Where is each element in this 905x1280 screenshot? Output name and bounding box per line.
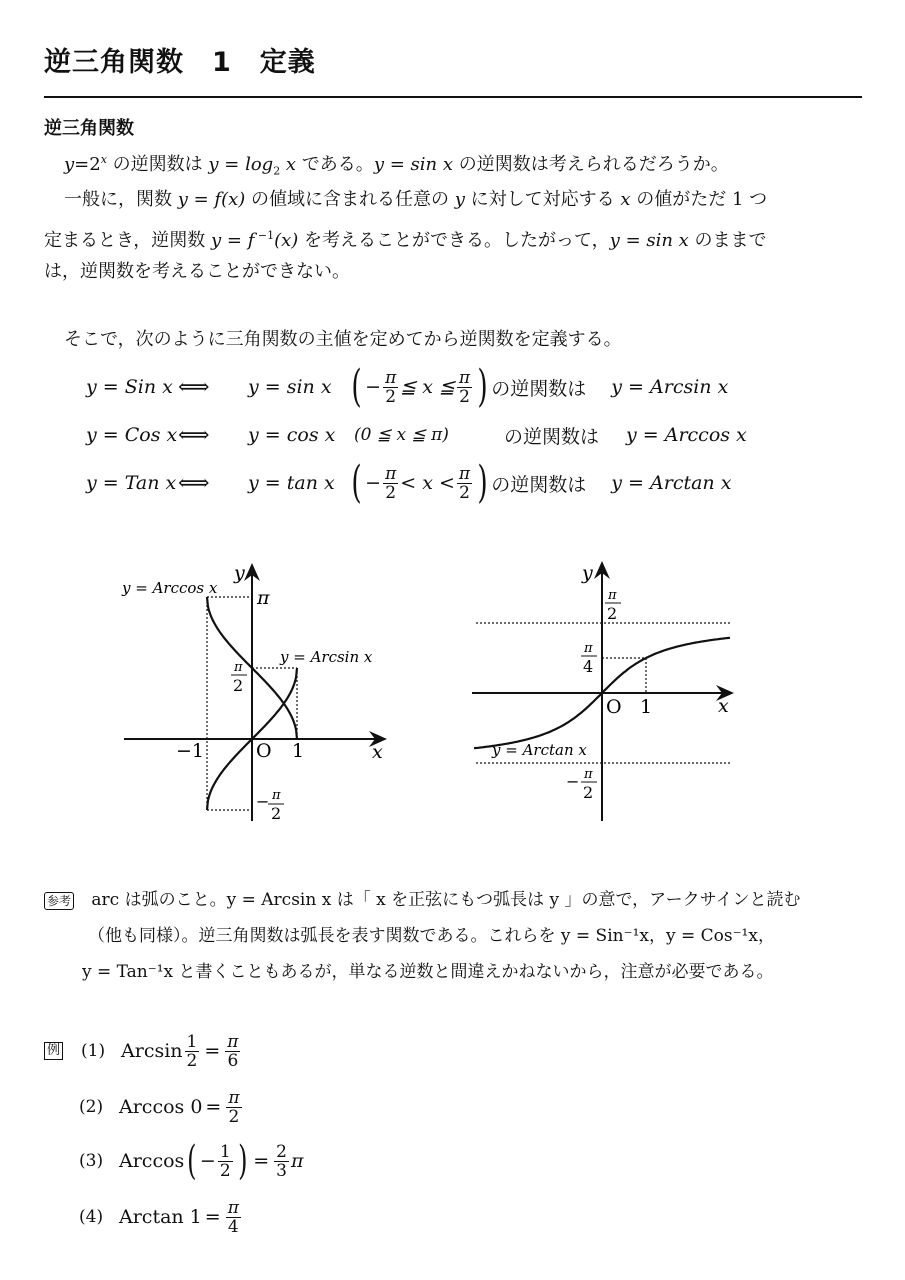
def-inverse: y = Arcsin x (611, 376, 729, 398)
def-fn: y = cos x (248, 424, 336, 446)
denominator: 2 (219, 1160, 231, 1181)
fn-name: Arctan 1 (119, 1206, 202, 1228)
paren-close: ) (477, 457, 488, 508)
def-inverse: y = Arccos x (626, 424, 747, 446)
definition-row-cos (86, 420, 747, 450)
reference-badge: 参考 (44, 892, 74, 910)
def-lhs: y = Tan x (86, 472, 177, 494)
label-arccos: y = Arccos x (122, 579, 218, 597)
finv-arg: (x) (274, 230, 299, 251)
log-base: 2 (273, 164, 281, 178)
fraction (383, 369, 398, 406)
def-label: の逆関数は (491, 377, 587, 400)
paren-open: ( (351, 457, 362, 508)
sin-expr: y = sin x (373, 154, 453, 175)
page-title: 逆三角関数 1 定義 (44, 47, 316, 78)
graph-arctan (460, 555, 760, 835)
origin-label: O (256, 740, 272, 762)
fn-name: Arccos 0 (119, 1096, 203, 1118)
tick-negpi2-sign: − (256, 792, 270, 811)
denominator: 2 (385, 386, 397, 407)
numerator: π (385, 463, 397, 484)
def-label: の逆関数は (504, 425, 600, 448)
text: 定まるとき，逆関数 (44, 230, 212, 251)
log-arg: x (280, 154, 297, 175)
x-axis-label: x (718, 695, 729, 717)
example-number: (3) (79, 1151, 104, 1171)
fraction (185, 1033, 200, 1070)
para2-line-1 (64, 182, 767, 218)
denominator: 6 (227, 1050, 239, 1071)
fraction (226, 1199, 241, 1236)
numerator: π (458, 463, 471, 484)
def-cond: (0 ≦ x ≦ π) (354, 425, 449, 445)
definition-row-sin (86, 362, 728, 412)
note-line-3: y = Tan⁻¹x と書くこともあるが，単なる逆数と間違えかねないから，注意が必要である。 (82, 962, 774, 982)
tick-negpi2-den: 2 (271, 804, 282, 823)
fn-name: Arcsin (121, 1040, 183, 1062)
tick-pi4-den: 4 (583, 657, 594, 676)
para2-line-2 (44, 218, 767, 259)
note-text: arc は弧のこと。y = Arcsin x は「 x を正弦にもつ弧長は y 」の意で，アークサインと読む (91, 890, 801, 910)
fraction (274, 1143, 289, 1180)
note-line-1 (44, 882, 800, 918)
finv-expr: y = f (211, 230, 255, 251)
sign: − (365, 472, 382, 494)
tick-negpi2-num: π (272, 788, 281, 803)
equals: = (253, 1150, 270, 1172)
example-2 (79, 1084, 244, 1130)
tick-pi2-den: 2 (607, 604, 618, 623)
exponent: x (100, 153, 107, 166)
tick-1: 1 (292, 740, 305, 762)
tick-pi2-den: 2 (233, 676, 244, 695)
paren-close: ) (237, 1138, 248, 1184)
title-divider (44, 96, 862, 98)
tick-pi4-num: π (584, 641, 593, 656)
fraction (218, 1143, 233, 1180)
numerator: 2 (276, 1141, 287, 1162)
iff-arrow: ⟺ (178, 470, 210, 496)
y-axis-label: y (582, 562, 593, 584)
paren-open: ( (351, 361, 362, 412)
numerator: π (385, 367, 397, 388)
y-axis-label: y (234, 562, 245, 584)
sign: − (365, 376, 382, 398)
tick-negpi2-num: π (584, 767, 593, 782)
fraction (225, 1033, 240, 1070)
text: である。 (296, 154, 374, 175)
tick-pi: π (257, 587, 270, 609)
finv-exp: −1 (254, 229, 275, 242)
def-lhs: y = Sin x (86, 376, 173, 398)
def-inverse: y = Arctan x (611, 472, 732, 494)
x-axis-label: x (372, 741, 383, 763)
origin-label: O (606, 696, 622, 718)
denominator: 2 (228, 1106, 240, 1127)
fraction (457, 465, 472, 502)
tick-negpi2-den: 2 (583, 783, 594, 802)
text: の値域に含まれる任意の (245, 189, 455, 210)
section-title: 逆三角関数 (44, 118, 134, 139)
tick-pi2-num: π (234, 660, 243, 675)
text: 一般に，関数 (64, 189, 178, 210)
pi-suffix: π (291, 1150, 304, 1172)
para3: そこで，次のように三角関数の主値を定めてから逆関数を定義する。 (64, 329, 622, 350)
tick-neg1: −1 (176, 740, 205, 762)
text: のままで (688, 230, 767, 251)
text: の逆関数は考えられるだろうか。 (452, 154, 729, 175)
cond-mid: ≦ x ≦ (400, 376, 455, 398)
paren-close: ) (477, 361, 488, 412)
denominator: 2 (459, 386, 470, 407)
log-expr: y = log (208, 154, 274, 175)
note-line-2: （他も同様）。逆三角関数は弧長を表す関数である。これらを y = Sin⁻¹x，y = Cos⁻¹x， (88, 926, 775, 946)
example-1 (44, 1028, 242, 1074)
fraction (226, 1089, 241, 1126)
var-y: y (454, 189, 465, 210)
paren-open: ( (187, 1138, 197, 1184)
text: を考えることができる。したがって， (298, 230, 610, 251)
sign: − (199, 1150, 216, 1172)
label-arctan: y = Arctan x (492, 741, 587, 759)
fx-expr: y = f(x) (177, 189, 246, 210)
base: 2 (89, 154, 101, 175)
denominator: 2 (385, 482, 397, 503)
graph-arcsin-arccos (110, 555, 400, 835)
denominator: 4 (227, 1216, 239, 1237)
numerator: π (227, 1031, 239, 1052)
def-lhs: y = Cos x (86, 424, 178, 446)
var-x: x (620, 189, 631, 210)
example-number: (2) (79, 1097, 104, 1117)
tick-negpi2-sign: − (566, 772, 580, 791)
text: に対して対応する (464, 189, 621, 210)
example-4 (79, 1194, 243, 1240)
fraction (457, 369, 472, 406)
tick-pi2-num: π (608, 588, 617, 603)
numerator: 1 (219, 1141, 231, 1162)
para2-line-3: は，逆関数を考えることができない。 (44, 261, 350, 282)
example-number: (4) (79, 1207, 104, 1227)
example-3 (79, 1138, 304, 1184)
def-fn: y = tan x (248, 472, 335, 494)
text: の逆関数は (106, 154, 209, 175)
eq-y: y= (64, 154, 90, 175)
sin-expr: y = sin x (609, 230, 689, 251)
numerator: π (458, 367, 471, 388)
text: の値がただ 1 つ (630, 189, 768, 210)
iff-arrow: ⟺ (178, 374, 210, 400)
numerator: 1 (186, 1031, 198, 1052)
iff-arrow: ⟺ (178, 422, 210, 448)
equals: = (205, 1096, 222, 1118)
definition-row-tan (86, 458, 731, 508)
tick-1: 1 (640, 696, 653, 718)
label-arcsin: y = Arcsin x (280, 648, 373, 666)
fraction (383, 465, 398, 502)
denominator: 2 (459, 482, 470, 503)
fn-name: Arccos (119, 1150, 185, 1172)
example-number: (1) (81, 1041, 106, 1061)
cond-mid: < x < (400, 472, 455, 494)
numerator: π (227, 1197, 239, 1218)
def-label: の逆関数は (491, 473, 587, 496)
denominator: 2 (186, 1050, 198, 1071)
example-badge: 例 (44, 1042, 63, 1060)
equals: = (204, 1040, 221, 1062)
def-fn: y = sin x (248, 376, 332, 398)
equals: = (204, 1206, 221, 1228)
numerator: π (228, 1087, 240, 1108)
denominator: 3 (276, 1160, 287, 1181)
